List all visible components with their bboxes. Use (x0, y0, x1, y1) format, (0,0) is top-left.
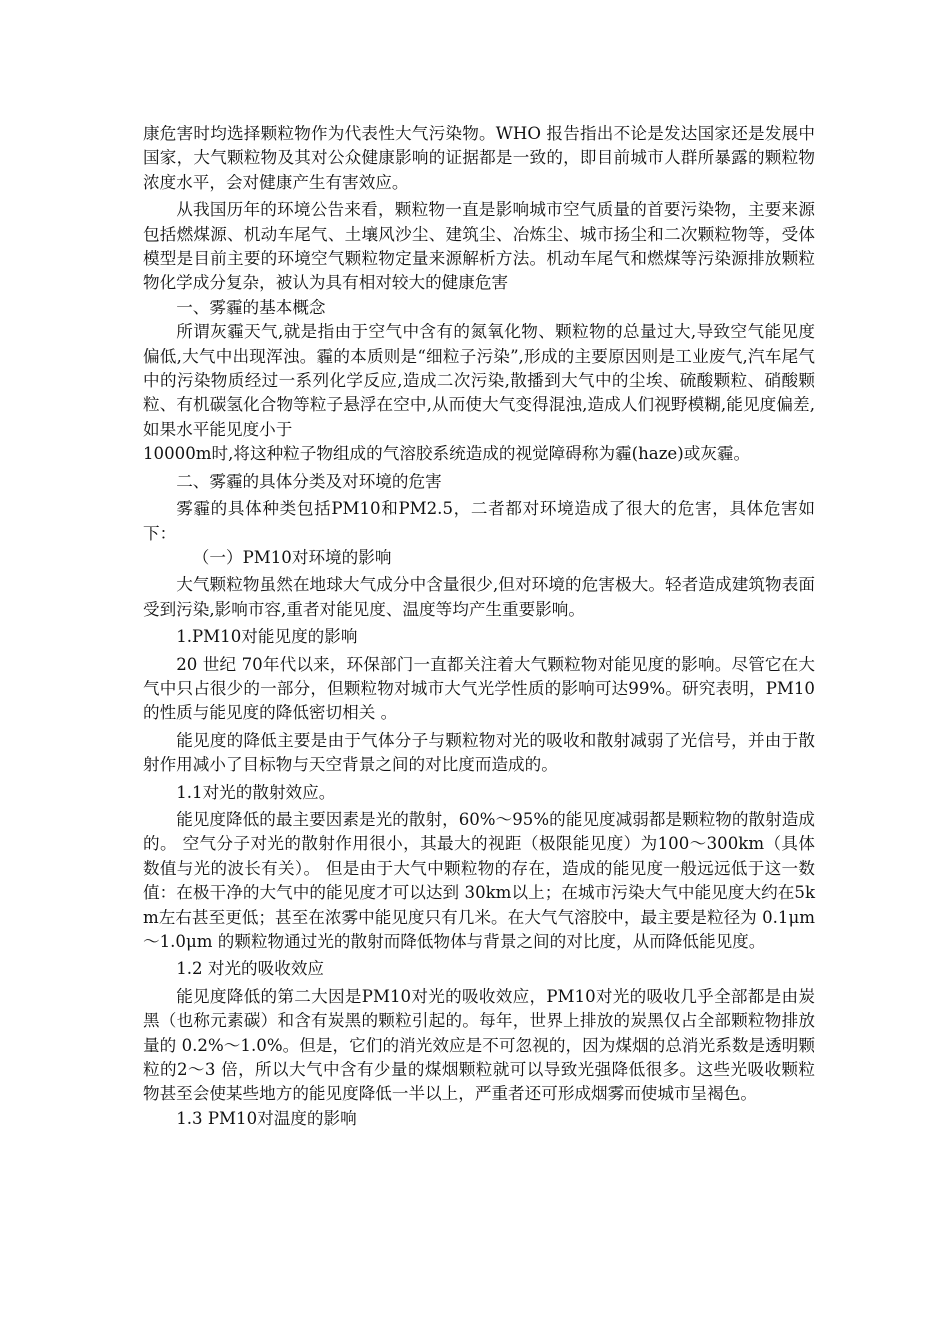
paragraph-health-hazard: 康危害时均选择颗粒物作为代表性大气污染物。WHO 报告指出不论是发达国家还是发展中国家，大气颗粒物及其对公众健康影响的证据都是一致的，即目前城市人群所暴露的颗粒物浓度水平，会对健康产生有害效应。 (143, 124, 815, 192)
heading-pm10-environment: （一）PM10对环境的影响 (192, 547, 392, 567)
paragraph-haze-definition-continued: 10000m时,将这种粒子物组成的气溶胶系统造成的视觉障碍称为霾(haze)或灰霾。 (143, 444, 751, 464)
heading-classification: 二、雾霾的具体分类及对环境的危害 (176, 471, 442, 491)
document-page (143, 122, 815, 1131)
heading-absorption: 1.2 对光的吸收效应 (176, 959, 325, 979)
paragraph-visibility-cause: 能见度的降低主要是由于气体分子与颗粒物对光的吸收和散射减弱了光信号，并由于散射作用减小了目标物与天空背景之间的对比度而造成的。 (143, 730, 815, 775)
paragraph-pollution-sources: 从我国历年的环境公告来看，颗粒物一直是影响城市空气质量的首要污染物，主要来源包括燃煤源、机动车尾气、土壤风沙尘、建筑尘、冶炼尘、城市扬尘和二次颗粒物等，受体模型是目前主要的环境空气颗粒物定量来源解析方法。机动车尾气和燃煤等污染源排放颗粒物化学成分复杂，被认为具有相对较大的健康危害 (143, 200, 815, 293)
heading-basic-concept: 一、雾霾的基本概念 (176, 297, 326, 317)
paragraph-absorption: 能见度降低的第二大因是PM10对光的吸收效应，PM10对光的吸收几乎全部都是由炭黑（也称元素碳）和含有炭黑的颗粒引起的。每年，世界上排放的炭黑仅占全部颗粒物排放量的 0.2%～1.0%。但是，它们的消光效应是不可忽视的，因为煤烟的总消光系数是透明颗粒的2～3 倍，所以大气中含有少量的煤烟颗粒就可以导致光强降低很多。这些光吸收颗粒物甚至会使某些地方的能见度降低一半以上，严重者还可形成烟雾而使城市呈褐色。 (143, 986, 815, 1104)
heading-scattering: 1.1对光的散射效应。 (176, 782, 336, 802)
paragraph-haze-types: 雾霾的具体种类包括PM10和PM2.5，二者都对环境造成了很大的危害，具体危害如下： (143, 499, 815, 543)
paragraph-particulate-harm: 大气颗粒物虽然在地球大气成分中含量很少,但对环境的危害极大。轻者造成建筑物表面受到污染,影响市容,重者对能见度、温度等均产生重要影响。 (143, 575, 815, 619)
paragraph-scattering: 能见度降低的最主要因素是光的散射，60%～95%的能见度减弱都是颗粒物的散射造成的。 空气分子对光的散射作用很小，其最大的视距（极限能见度）为100～300km（具体数值与光的波长有关）。 但是由于大气中颗粒物的存在，造成的能见度一般远远低于这一数值：在极干净的大气中的能见度才可以达到 30km以上；在城市污染大气中能见度大约在5km左右甚至更低；甚至在浓雾中能见度只有几米。在大气气溶胶中，最主要是粒径为 0.1μm～1.0μm 的颗粒物通过光的散射而降低物体与背景之间的对比度，从而降低能见度。 (143, 809, 815, 951)
paragraph-haze-definition: 所谓灰霾天气,就是指由于空气中含有的氮氧化物、颗粒物的总量过大,导致空气能见度偏低,大气中出现浑浊。霾的本质则是“细粒子污染”,形成的主要原因则是工业废气,汽车尾气中的污染物质经过一系列化学反应,造成二次污染,散播到大气中的尘埃、硫酸颗粒、硝酸颗粒、有机碳氢化合物等粒子悬浮在空中,从而使大气变得混浊,造成人们视野模糊,能见度偏差,如果水平能见度小于 (143, 322, 815, 439)
paragraph-visibility-history: 20 世纪 70年代以来，环保部门一直都关注着大气颗粒物对能见度的影响。尽管它在大气中只占很少的一部分，但颗粒物对城市大气光学性质的影响可达99%。研究表明，PM10的性质与能见度的降低密切相关 。 (143, 654, 815, 723)
heading-pm10-temperature: 1.3 PM10对温度的影响 (176, 1108, 357, 1128)
heading-pm10-visibility: 1.PM10对能见度的影响 (176, 627, 358, 647)
